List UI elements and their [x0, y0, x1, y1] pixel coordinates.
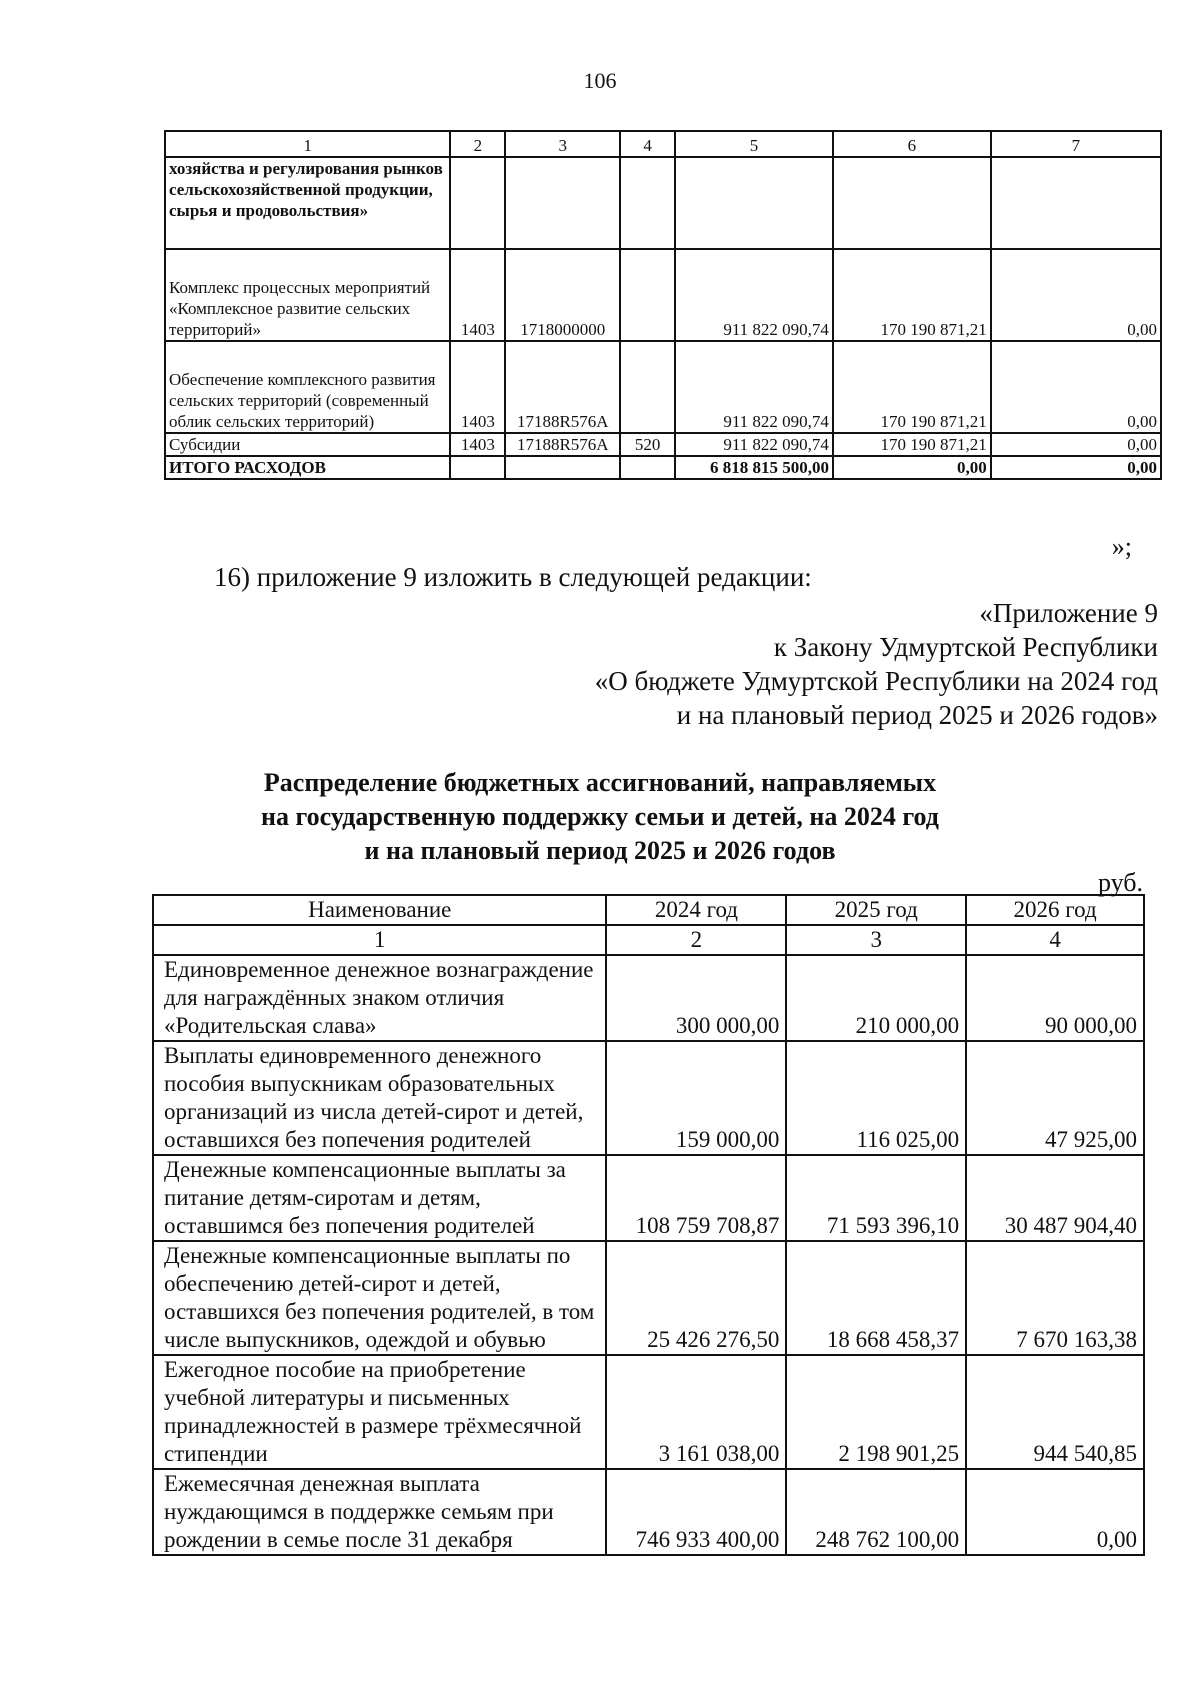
- section-code: [450, 456, 505, 479]
- table-row: [165, 341, 1161, 433]
- title-line: Распределение бюджетных ассигнований, направляемых: [263, 768, 937, 797]
- expense-type: 520: [620, 433, 675, 456]
- appendix-line: «Приложение 9: [979, 598, 1158, 628]
- expense-type: [620, 249, 675, 341]
- amount-2024: 746 933 400,00: [606, 1469, 786, 1555]
- amount-2024: 911 822 090,74: [675, 341, 833, 433]
- target-article: [505, 456, 620, 479]
- section-code: 1403: [450, 249, 505, 341]
- currency-unit: руб.: [1097, 868, 1143, 897]
- row-name: Ежегодное пособие на приобретение учебной литературы и письменных принадлежностей в размере трёхмесячной стипендии: [153, 1355, 606, 1469]
- column-number: 4: [620, 131, 675, 157]
- title-line: и на плановый период 2025 и 2026 годов: [364, 836, 836, 865]
- table-row: [153, 1355, 1144, 1469]
- amount-2025: 2 198 901,25: [786, 1355, 966, 1469]
- table-header-row: [165, 131, 1161, 157]
- table-row: [165, 157, 1161, 249]
- header-2026: 2026 год: [966, 895, 1144, 925]
- amount-2026: 0,00: [966, 1469, 1144, 1555]
- section-code: 1403: [450, 433, 505, 456]
- amount-2025: 248 762 100,00: [786, 1469, 966, 1555]
- amount-2025: 210 000,00: [786, 955, 966, 1041]
- table-row: [165, 249, 1161, 341]
- amount-2025: 170 190 871,21: [833, 433, 991, 456]
- column-number: 2: [606, 925, 786, 955]
- section-code: [450, 157, 505, 249]
- amount-2025: 116 025,00: [786, 1041, 966, 1155]
- column-number: 6: [833, 131, 991, 157]
- table-row: [153, 955, 1144, 1041]
- header-2024: 2024 год: [606, 895, 786, 925]
- row-name: Ежемесячная денежная выплата нуждающимся в поддержке семьям при рождении в семье после 31 декабря: [153, 1469, 606, 1555]
- column-number: 1: [165, 131, 450, 157]
- family-support-table: [152, 894, 1145, 1556]
- column-number: 5: [675, 131, 833, 157]
- column-number: 3: [505, 131, 620, 157]
- row-name: Комплекс процессных мероприятий «Комплексное развитие сельских территорий»: [165, 249, 450, 341]
- amount-2026: [991, 157, 1161, 249]
- amount-2025: 18 668 458,37: [786, 1241, 966, 1355]
- column-numbers-row: [153, 925, 1144, 955]
- document-title: [0, 766, 1200, 868]
- row-name: Обеспечение комплексного развития сельских территорий (современный облик сельских территорий): [165, 341, 450, 433]
- row-name: Субсидии: [165, 433, 450, 456]
- amount-2024: 159 000,00: [606, 1041, 786, 1155]
- section-code: 1403: [450, 341, 505, 433]
- target-article: 1718000000: [505, 249, 620, 341]
- amendment-instruction: 16) приложение 9 изложить в следующей редакции:: [214, 562, 812, 592]
- amount-2025: 71 593 396,10: [786, 1155, 966, 1241]
- amount-2026: 7 670 163,38: [966, 1241, 1144, 1355]
- table-row: [153, 1041, 1144, 1155]
- table-row: [153, 1241, 1144, 1355]
- amount-2024: 25 426 276,50: [606, 1241, 786, 1355]
- column-number: 1: [153, 925, 606, 955]
- column-number: 4: [966, 925, 1144, 955]
- table-row: [153, 1469, 1144, 1555]
- total-2024: 6 818 815 500,00: [675, 456, 833, 479]
- column-number: 3: [786, 925, 966, 955]
- expense-type: [620, 157, 675, 249]
- amount-2024: 911 822 090,74: [675, 249, 833, 341]
- closing-quote: »;: [1111, 532, 1132, 561]
- total-2025: 0,00: [833, 456, 991, 479]
- amount-2025: 170 190 871,21: [833, 341, 991, 433]
- amount-2024: 911 822 090,74: [675, 433, 833, 456]
- row-name: хозяйства и регулирования рынков сельскохозяйственной продукции, сырья и продовольствия»: [165, 157, 450, 249]
- table-row: [165, 433, 1161, 456]
- amount-2024: 108 759 708,87: [606, 1155, 786, 1241]
- amount-2026: 0,00: [991, 433, 1161, 456]
- expense-type: [620, 341, 675, 433]
- appendix-header: [400, 596, 1158, 732]
- row-name: Денежные компенсационные выплаты за питание детям-сиротам и детям, оставшимся без попечения родителей: [153, 1155, 606, 1241]
- amount-2026: 944 540,85: [966, 1355, 1144, 1469]
- expenditure-table-continued: [164, 130, 1162, 480]
- amount-2025: 170 190 871,21: [833, 249, 991, 341]
- amount-2026: 0,00: [991, 341, 1161, 433]
- appendix-line: к Закону Удмуртской Республики: [773, 632, 1158, 662]
- amount-2024: 3 161 038,00: [606, 1355, 786, 1469]
- amount-2026: 30 487 904,40: [966, 1155, 1144, 1241]
- appendix-line: и на плановый период 2025 и 2026 годов»: [676, 700, 1158, 730]
- page-number: 106: [583, 68, 617, 93]
- amount-2026: 90 000,00: [966, 955, 1144, 1041]
- row-name: Выплаты единовременного денежного пособия выпускникам образовательных организаций из числа детей-сирот и детей, оставшихся без попечения родителей: [153, 1041, 606, 1155]
- row-name: Единовременное денежное вознаграждение для награждённых знаком отличия «Родительская слава»: [153, 955, 606, 1041]
- total-row: [165, 456, 1161, 479]
- total-2026: 0,00: [991, 456, 1161, 479]
- title-line: на государственную поддержку семьи и детей, на 2024 год: [261, 802, 939, 831]
- amount-2026: 47 925,00: [966, 1041, 1144, 1155]
- amount-2024: [675, 157, 833, 249]
- table-header-row: [153, 895, 1144, 925]
- target-article: 17188R576A: [505, 433, 620, 456]
- target-article: [505, 157, 620, 249]
- amount-2025: [833, 157, 991, 249]
- expense-type: [620, 456, 675, 479]
- table-row: [153, 1155, 1144, 1241]
- column-number: 7: [991, 131, 1161, 157]
- total-label: ИТОГО РАСХОДОВ: [165, 456, 450, 479]
- column-number: 2: [450, 131, 505, 157]
- row-name: Денежные компенсационные выплаты по обеспечению детей-сирот и детей, оставшихся без попечения родителей, в том числе выпускников, одеждой и обувью: [153, 1241, 606, 1355]
- header-2025: 2025 год: [786, 895, 966, 925]
- target-article: 17188R576A: [505, 341, 620, 433]
- amount-2024: 300 000,00: [606, 955, 786, 1041]
- appendix-line: «О бюджете Удмуртской Республики на 2024 год: [594, 666, 1158, 696]
- header-name: Наименование: [153, 895, 606, 925]
- amount-2026: 0,00: [991, 249, 1161, 341]
